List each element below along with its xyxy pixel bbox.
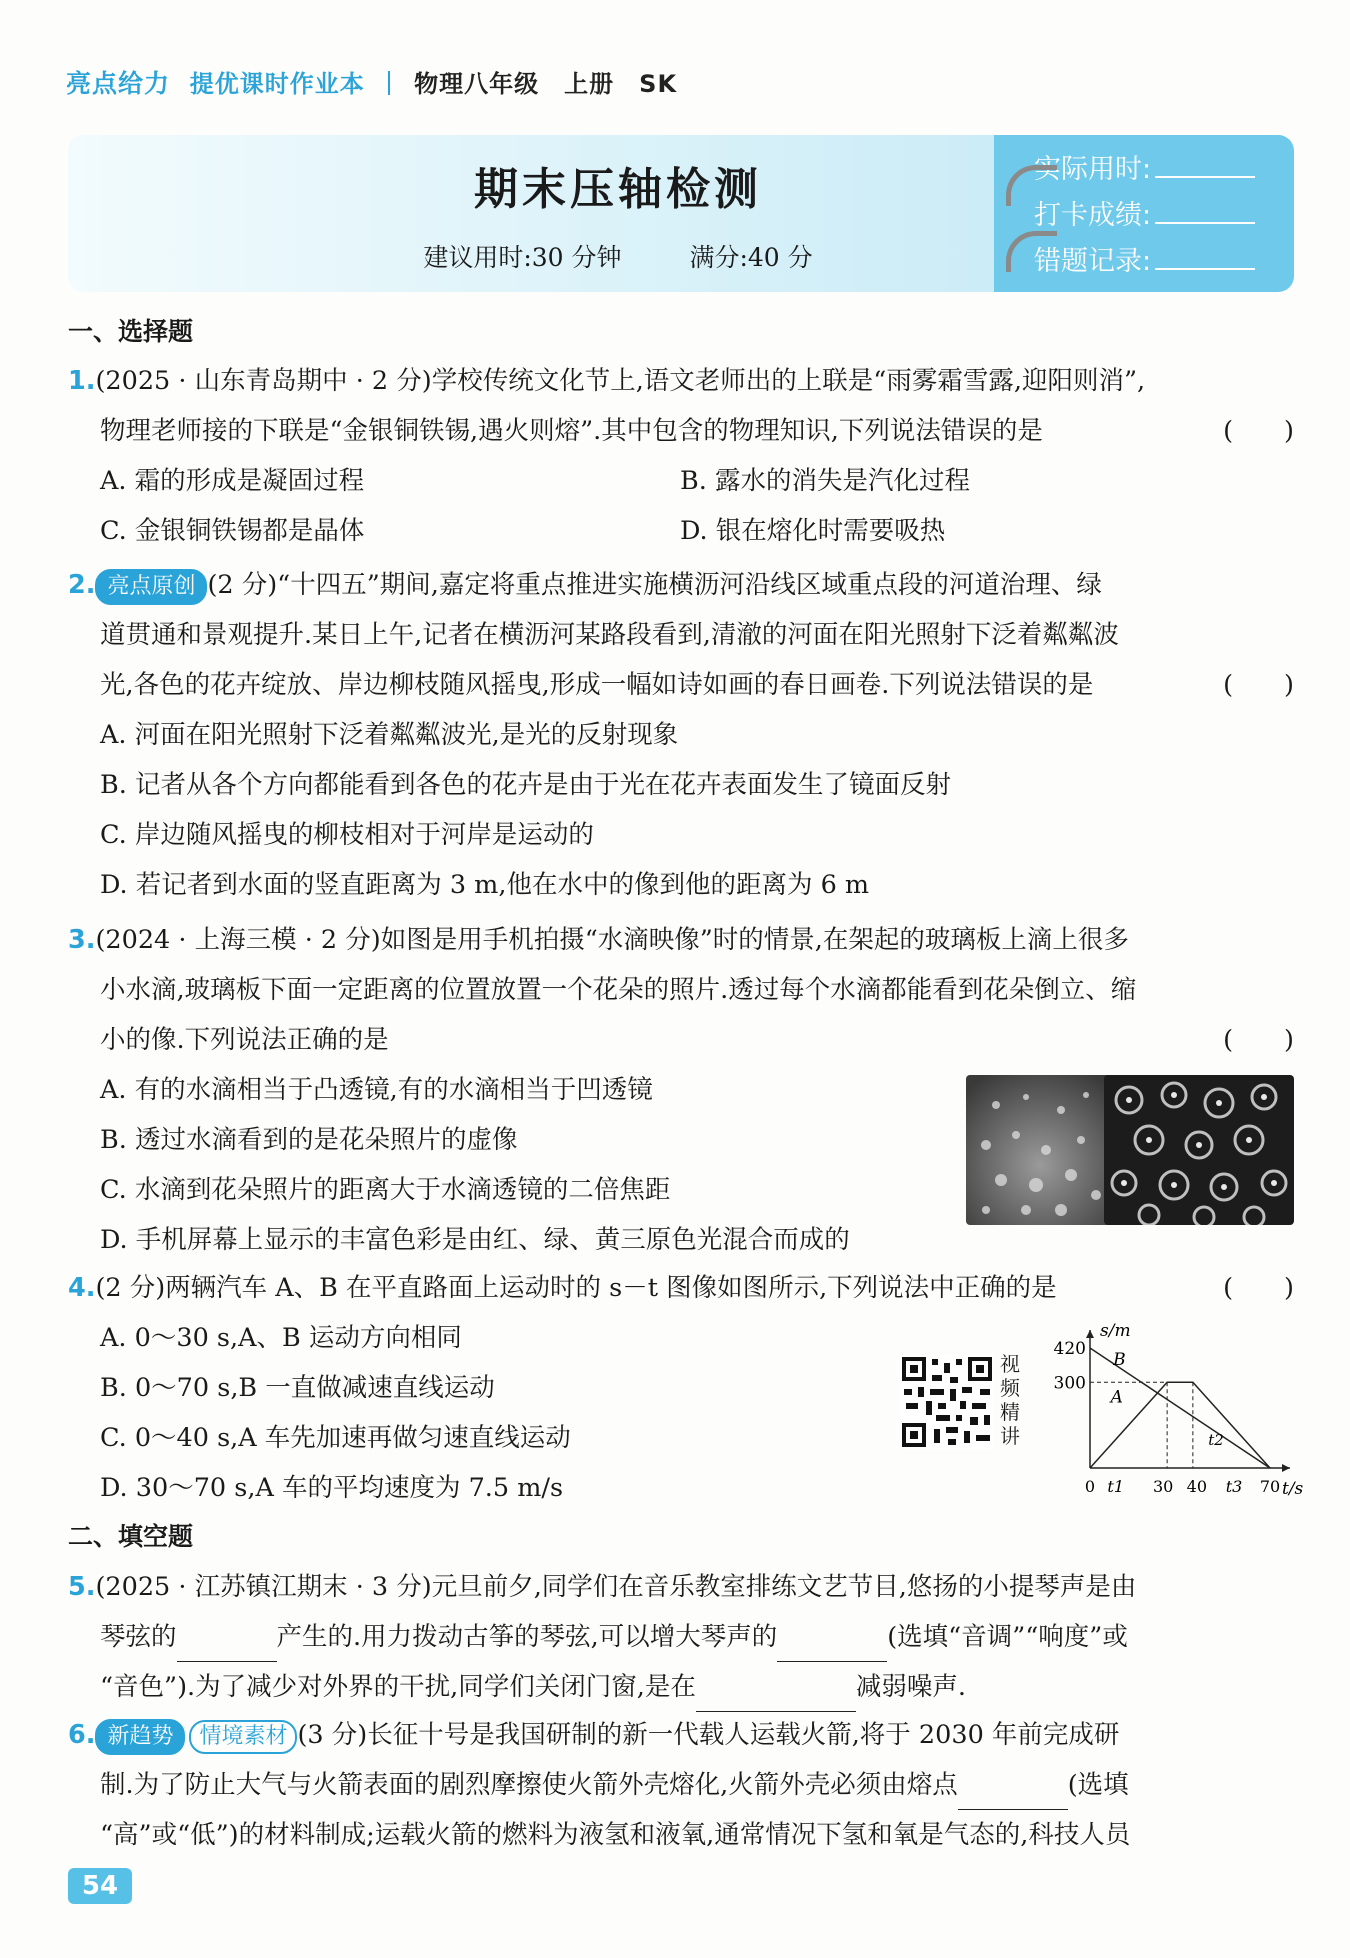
original-tag: 亮点原创 xyxy=(95,569,207,605)
section-heading-choice: 一、选择题 xyxy=(68,317,194,346)
record-score: 打卡成绩: xyxy=(1034,193,1255,232)
question-2: 2. 亮点原创 (2 分)“十四五”期间,嘉定将重点推进实施横沥河沿线区域重点段的河道治理、绿 道贯通和景观提升.某日上午,记者在横沥河某路段看到,清澈的河面在阳光照射下泛着粼粼波 光,各色的花卉绽放、岸边柳枝随风摇曳,形成一幅如诗如画的春日画卷.下列说法错误的是 ( ) A. 河面在阳光照射下泛着粼粼波光,是光的反射现象 B. 记者从各个方向都能看到各色的花卉是由于光在花卉表面发生了镜面反射 C. 岸边随风摇曳的柳枝相对于河岸是运动的 D. 若记者到水面的竖直距离为 3 m,他在水中的像到他的距离为 6 m xyxy=(68,560,1294,910)
record-actual-time: 实际用时: xyxy=(1034,147,1255,186)
option-d[interactable]: D. 手机屏幕上显示的丰富色彩是由红、绿、黄三原色光混合而成的 xyxy=(100,1225,850,1255)
option-b[interactable]: B. 0～70 s,B 一直做减速直线运动 xyxy=(100,1373,495,1403)
answer-blank[interactable] xyxy=(696,1681,856,1712)
question-number: 4. xyxy=(68,1273,96,1303)
qr-label: 视 频 精 讲 xyxy=(1000,1352,1020,1448)
series-label-A: A xyxy=(1110,1387,1123,1408)
question-number: 1. xyxy=(68,366,96,396)
option-d[interactable]: D. 若记者到水面的竖直距离为 3 m,他在水中的像到他的距离为 6 m xyxy=(100,870,870,900)
full-score: 满分:40 分 xyxy=(689,243,813,272)
annotation-t2: t2 xyxy=(1208,1431,1224,1450)
trend-tag: 新趋势 xyxy=(95,1719,185,1755)
question-4: 4.(2 分)两辆汽车 A、B 在平直路面上运动时的 s－t 图像如图所示,下列说法中正确的是 ( ) A. 0～30 s,A、B 运动方向相同 B. 0～70 s,B 一直做减速直线运动 C. 0～40 s,A 车先加速再做匀速直线运动 D. 30～70 s,A 车的平均速度为 7.5 m/s xyxy=(68,1263,1294,1513)
series-label-B: B xyxy=(1113,1350,1126,1371)
question-number: 3. xyxy=(68,925,96,955)
record-panel xyxy=(994,135,1294,292)
x-tick-label: t3 xyxy=(1225,1477,1243,1496)
suggested-time: 建议用时:30 分钟 xyxy=(423,243,622,272)
x-tick-label: 0 xyxy=(1084,1477,1096,1496)
y-tick-label: 420 xyxy=(1053,1339,1086,1359)
question-number: 2. xyxy=(68,570,96,600)
option-c[interactable]: C. 岸边随风摇曳的柳枝相对于河岸是运动的 xyxy=(100,820,594,850)
header-divider xyxy=(388,71,390,95)
x-tick-label: 70 xyxy=(1259,1477,1281,1496)
option-a[interactable]: A. 霜的形成是凝固过程 xyxy=(100,466,365,496)
answer-blank[interactable] xyxy=(177,1631,277,1662)
page-title: 期末压轴检测 xyxy=(474,164,762,215)
x-axis-label: t/s xyxy=(1282,1479,1304,1498)
series-name: 提优课时作业本 xyxy=(189,70,365,98)
s-t-graph xyxy=(1040,1318,1310,1498)
option-b[interactable]: B. 记者从各个方向都能看到各色的花卉是由于光在花卉表面发生了镜面反射 xyxy=(100,770,951,800)
question-number: 6. xyxy=(68,1720,96,1750)
option-b[interactable]: B. 透过水滴看到的是花朵照片的虚像 xyxy=(100,1125,518,1155)
y-axis-label: s/m xyxy=(1100,1321,1131,1341)
header-brand xyxy=(66,64,677,100)
answer-paren[interactable]: ( ) xyxy=(1223,670,1294,700)
section-heading-fill: 二、填空题 xyxy=(68,1522,194,1551)
title-banner xyxy=(68,135,1294,292)
answer-paren[interactable]: ( ) xyxy=(1223,1273,1294,1303)
option-a[interactable]: A. 有的水滴相当于凸透镜,有的水滴相当于凹透镜 xyxy=(100,1075,653,1105)
page-number: 54 xyxy=(68,1868,132,1904)
ring-icon xyxy=(1006,231,1057,272)
water-drop-photo-right xyxy=(1104,1075,1294,1225)
y-axis-arrow xyxy=(1086,1330,1094,1338)
option-d[interactable]: D. 银在熔化时需要吸热 xyxy=(680,516,946,546)
question-3: 3.(2024 · 上海三模 · 2 分)如图是用手机拍摄“水滴映像”时的情景,在架起的玻璃板上滴上很多 小水滴,玻璃板下面一定距离的位置放置一个花朵的照片.透过每个水滴都能看到花朵倒立、缩 小的像.下列说法正确的是 ( ) A. 有的水滴相当于凸透镜,有的水滴相当于凹透镜 B. 透过水滴看到的是花朵照片的虚像 C. 水滴到花朵照片的距离大于水滴透镜的二倍焦距 D. 手机屏幕上显示的丰富色彩是由红、绿、黄三原色光混合而成的 xyxy=(68,915,1294,1265)
option-c[interactable]: C. 0～40 s,A 车先加速再做匀速直线运动 xyxy=(100,1423,571,1453)
qr-code-icon[interactable] xyxy=(900,1355,994,1449)
grade-label: 物理八年级 上册 SK xyxy=(414,70,678,98)
record-errors: 错题记录: xyxy=(1034,239,1255,278)
answer-blank[interactable] xyxy=(777,1631,887,1662)
x-tick-label: 30 xyxy=(1152,1477,1174,1496)
brand-logo: 亮点给力 xyxy=(66,69,171,98)
question-5: 5.(2025 · 江苏镇江期末 · 3 分)元旦前夕,同学们在音乐教室排练文艺节目,悠扬的小提琴声是由 琴弦的 产生的.用力拨动古筝的琴弦,可以增大琴声的 (选填“音调”“响度”或 “音色”).为了减少对外界的干扰,同学们关闭门窗,是在 减弱噪声. xyxy=(68,1562,1294,1712)
option-a[interactable]: A. 河面在阳光照射下泛着粼粼波光,是光的反射现象 xyxy=(100,720,679,750)
question-1: 1.(2025 · 山东青岛期中 · 2 分)学校传统文化节上,语文老师出的上联是“雨雾霜雪露,迎阳则消”, 物理老师接的下联是“金银铜铁锡,遇火则熔”.其中包含的物理知识,下列说法错误的是 ( ) A. 霜的形成是凝固过程 B. 露水的消失是汽化过程 C. 金银铜铁锡都是晶体 D. 银在熔化时需要吸热 xyxy=(68,356,1294,556)
x-axis-arrow xyxy=(1282,1464,1290,1472)
y-tick-label: 300 xyxy=(1053,1373,1086,1394)
banner-meta xyxy=(318,238,918,274)
answer-paren[interactable]: ( ) xyxy=(1223,416,1294,446)
option-a[interactable]: A. 0～30 s,A、B 运动方向相同 xyxy=(100,1323,462,1353)
water-drop-photo-left xyxy=(966,1075,1114,1225)
option-c[interactable]: C. 水滴到花朵照片的距离大于水滴透镜的二倍焦距 xyxy=(100,1175,671,1205)
record-blank[interactable] xyxy=(1155,248,1255,270)
answer-paren[interactable]: ( ) xyxy=(1223,1025,1294,1055)
context-tag: 情境素材 xyxy=(189,1720,297,1754)
question-6: 6. 新趋势 情境素材 (3 分)长征十号是我国研制的新一代载人运载火箭,将于 2030 年前完成研 制.为了防止大气与火箭表面的剧烈摩擦使火箭外壳熔化,火箭外壳必须由熔点 (选填 “高”或“低”)的材料制成;运载火箭的燃料为液氢和液氧,通常情况下氢和氧是气态的,科技人员 xyxy=(68,1720,1131,1850)
question-number: 5. xyxy=(68,1572,96,1602)
answer-blank[interactable] xyxy=(958,1779,1068,1810)
record-blank[interactable] xyxy=(1155,156,1255,178)
option-d[interactable]: D. 30～70 s,A 车的平均速度为 7.5 m/s xyxy=(100,1473,564,1503)
option-b[interactable]: B. 露水的消失是汽化过程 xyxy=(680,466,970,496)
record-blank[interactable] xyxy=(1155,202,1255,224)
x-tick-label: t1 xyxy=(1107,1477,1125,1496)
option-c[interactable]: C. 金银铜铁锡都是晶体 xyxy=(100,516,365,546)
x-tick-label: 40 xyxy=(1186,1477,1208,1496)
